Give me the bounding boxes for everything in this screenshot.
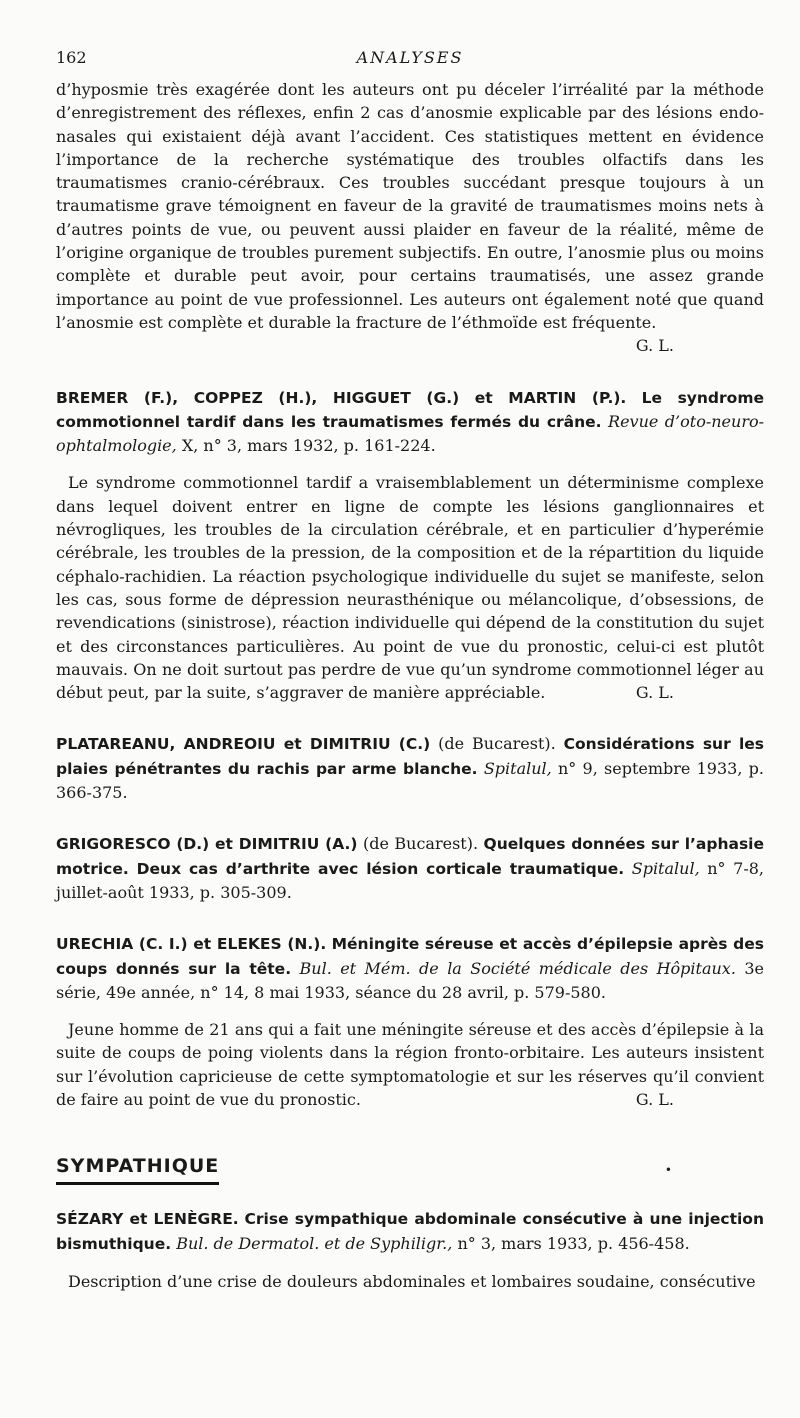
reference-title: Considérations sur les plaies pénétrantes du rachis par arme blanche. bbox=[56, 735, 765, 778]
reference-citation: n° 9, septembre 1933, p. 366-375. bbox=[56, 758, 764, 803]
reference-authors: URECHIA (C. I.) et ELEKES (N.). bbox=[56, 935, 327, 954]
abstract-entry bbox=[56, 386, 764, 705]
reference-citation: n° 3, mars 1933, p. 456-458. bbox=[457, 1233, 690, 1253]
abstract-summary bbox=[56, 471, 764, 704]
reference bbox=[56, 832, 764, 904]
running-head-title: ANALYSES bbox=[356, 48, 464, 67]
abstract-summary-text: Le syndrome commotionnel tardif a vraisemblablement un déterminisme complexe dans lequel doivent entrer en ligne de compte les lésions ganglionnaires et névrogliques, les troubles de la circulation cérébrale, et en particulier d’hyperémie cérébrale, les troubles de la pression, de la composition et de la répartition du liquide céphalo-rachidien. La réaction psychologique individuelle du sujet se manifeste, selon les cas, sous forme de dépression neurasthénique ou mélancolique, d’obsessions, de revendications (sinistrose), réaction individuelle qui dépend de la constitution du sujet et des circonstances particulières. Au point de vue du pronostic, celui-ci est plutôt mauvais. On ne doit surtout pas perdre de vue qu’un syndrome commotionnel léger au début peut, par la suite, s’aggraver de manière appréciable. bbox=[56, 473, 764, 703]
abstract-entry bbox=[56, 832, 764, 904]
abstract-summary-text: Jeune homme de 21 ans qui a fait une méningite séreuse et des accès d’épilepsie à la suite de coups de poing violents dans la région fronto-orbitaire. Les auteurs insistent sur l’évolution capricieuse de cette symptomatologie et sur les réserves qu’il convient de faire au point de vue du pronostic. bbox=[56, 1020, 764, 1109]
reference-citation: 3e série, 49e année, n° 14, 8 mai 1933, séance du 28 avril, p. 579-580. bbox=[56, 958, 764, 1002]
reference-citation: X, n° 3, mars 1932, p. 161-224. bbox=[181, 436, 436, 456]
reference-citation: n° 7-8, juillet-août 1933, p. 305-309. bbox=[56, 858, 764, 902]
reference-authors: GRIGORESCO (D.) et DIMITRIU (A.) bbox=[56, 835, 358, 854]
reference bbox=[56, 386, 764, 458]
running-head bbox=[56, 48, 764, 78]
reference-journal: Bul. de Dermatol. et de Syphiligr., bbox=[176, 1233, 453, 1253]
abstract-summary bbox=[56, 1270, 764, 1293]
bullet-mark: • bbox=[664, 1163, 672, 1178]
reference bbox=[56, 732, 764, 804]
reference-authors: SÉZARY et LENÈGRE. bbox=[56, 1210, 239, 1229]
signature: G. L. bbox=[635, 683, 674, 703]
reference-title: Le syndrome commotionnel tardif dans les traumatismes fermés du crâne. bbox=[56, 388, 764, 431]
page-number: 162 bbox=[56, 48, 87, 67]
signature: G. L. bbox=[635, 1089, 674, 1109]
reference-origin: (de Bucarest). bbox=[438, 734, 556, 754]
intro-paragraph bbox=[56, 78, 764, 356]
abstract-entry bbox=[56, 732, 764, 804]
abstract-entry bbox=[56, 1207, 764, 1293]
reference-journal: Spitalul, bbox=[483, 758, 552, 778]
reference-title: Quelques données sur l’aphasie motrice. Deux cas d’arthrite avec lésion corticale traumatique. bbox=[56, 835, 764, 878]
abstract-entry bbox=[56, 932, 764, 1111]
reference-journal: Spitalul, bbox=[631, 858, 700, 878]
signature: G. L. bbox=[635, 336, 674, 356]
reference bbox=[56, 1207, 764, 1256]
reference-authors: PLATAREANU, ANDREOIU et DIMITRIU (C.) bbox=[56, 735, 431, 754]
abstract-summary bbox=[56, 1018, 764, 1111]
abstract-summary-text: Description d’une crise de douleurs abdominales et lombaires soudaine, consécutive bbox=[68, 1271, 756, 1291]
reference-authors: BREMER (F.), COPPEZ (H.), HIGGUET (G.) et MARTIN (P.). bbox=[56, 388, 627, 407]
intro-paragraph-text: d’hyposmie très exagérée dont les auteurs ont pu déceler l’irréalité par la méthode d’enregistrement des réflexes, enfin 2 cas d’anosmie explicable par des lésions endo-nasales qui existaient déjà avant l’accident. Ces statistiques mettent en évidence l’importance de la recherche systématique des troubles olfactifs dans les traumatismes cranio-cérébraux. Ces troubles succédant presque toujours à un traumatisme grave témoignent en faveur de la gravité de traumatismes moins nets à d’autres points de vue, ou peuvent aussi plaider en faveur de la réalité, même de l’origine organique de troubles purement subjectifs. En outre, l’anosmie plus ou moins complète et durable peut avoir, pour certains traumatisés, une assez grande importance au point de vue professionnel. Les auteurs ont également noté que quand l’anosmie est complète et durable la fracture de l’éthmoïde est fréquente. bbox=[56, 80, 764, 332]
reference-title: Méningite séreuse et accès d’épilepsie après des coups donnés sur la tête. bbox=[56, 935, 765, 978]
section-heading: SYMPATHIQUE bbox=[56, 1155, 219, 1185]
reference bbox=[56, 932, 764, 1004]
reference-title: Crise sympathique abdominale consécutive à une injection bismuthique. bbox=[56, 1210, 764, 1253]
reference-journal: Revue d’oto-neuro-ophtalmologie, bbox=[56, 411, 765, 456]
reference-origin: (de Bucarest). bbox=[362, 834, 479, 854]
reference-journal: Bul. et Mém. de la Société médicale des Hôpitaux. bbox=[299, 958, 736, 978]
